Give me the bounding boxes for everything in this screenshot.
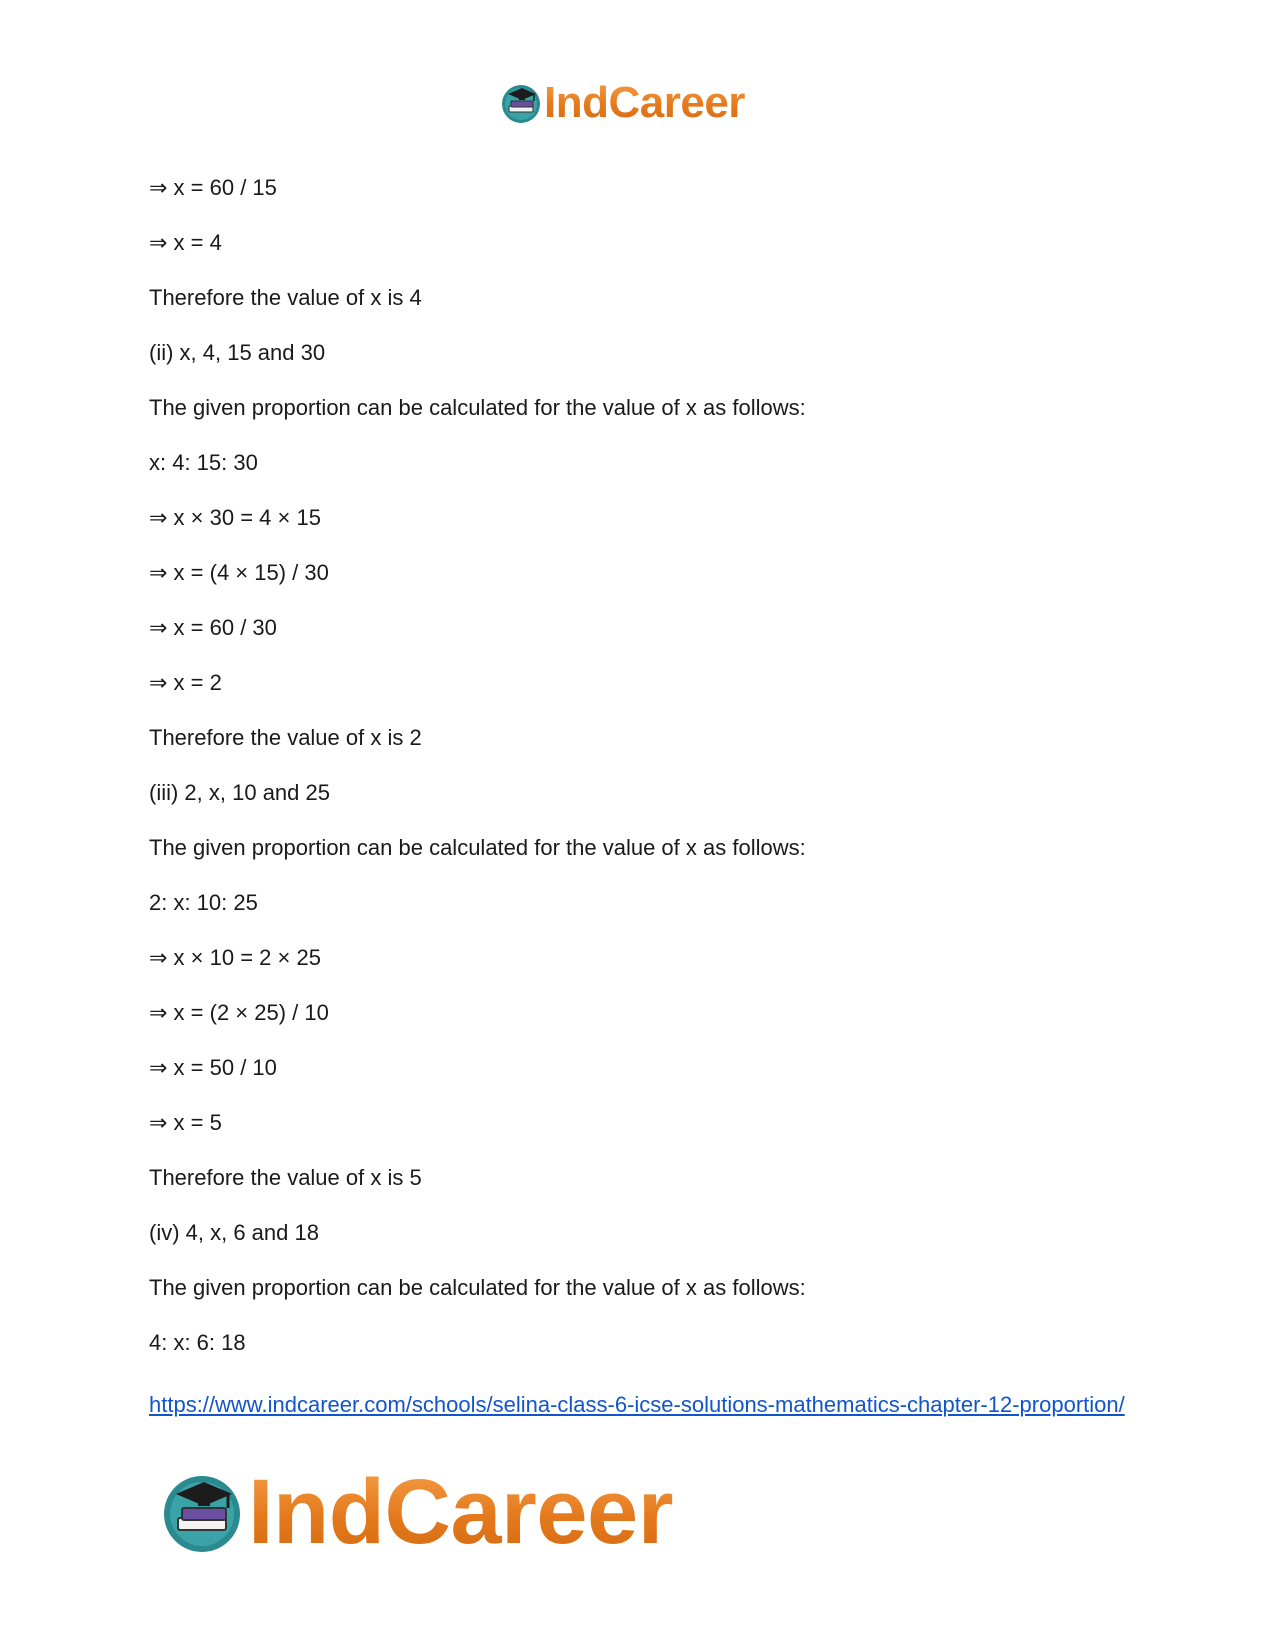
solution-line: 2: x: 10: 25	[149, 890, 258, 915]
solution-line: 4: x: 6: 18	[149, 1330, 246, 1355]
header-logo	[500, 78, 745, 128]
source-url-link[interactable]: https://www.indcareer.com/schools/selina-class-6-icse-solutions-mathematics-chapter-12-proportion/	[149, 1392, 1125, 1417]
solution-content	[149, 174, 1139, 1384]
solution-line: ⇒ x × 30 = 4 × 15	[149, 505, 321, 530]
solution-line: ⇒ x = 4	[149, 230, 222, 255]
solution-line: Therefore the value of x is 4	[149, 285, 422, 310]
solution-line: ⇒ x × 10 = 2 × 25	[149, 945, 321, 970]
brand-name: IndCareer	[248, 1461, 673, 1563]
solution-line: ⇒ x = 50 / 10	[149, 1055, 277, 1080]
solution-line: Therefore the value of x is 5	[149, 1165, 422, 1190]
solution-line: Therefore the value of x is 2	[149, 725, 422, 750]
graduation-book-icon	[500, 82, 542, 124]
solution-line: ⇒ x = 60 / 30	[149, 615, 277, 640]
solution-line: ⇒ x = 5	[149, 1110, 222, 1135]
solution-line: The given proportion can be calculated for the value of x as follows:	[149, 395, 806, 420]
solution-line: The given proportion can be calculated for the value of x as follows:	[149, 1275, 806, 1300]
brand-name: IndCareer	[544, 78, 745, 127]
graduation-book-icon	[160, 1470, 244, 1554]
solution-line: x: 4: 15: 30	[149, 450, 258, 475]
footer-logo	[160, 1462, 673, 1562]
solution-line: ⇒ x = 60 / 15	[149, 175, 277, 200]
solution-line: The given proportion can be calculated for the value of x as follows:	[149, 835, 806, 860]
solution-line: ⇒ x = (2 × 25) / 10	[149, 1000, 329, 1025]
solution-line: ⇒ x = 2	[149, 670, 222, 695]
solution-line: (ii) x, 4, 15 and 30	[149, 340, 326, 365]
solution-line: (iv) 4, x, 6 and 18	[149, 1220, 319, 1245]
solution-line: ⇒ x = (4 × 15) / 30	[149, 560, 329, 585]
solution-line: (iii) 2, x, 10 and 25	[149, 780, 330, 805]
